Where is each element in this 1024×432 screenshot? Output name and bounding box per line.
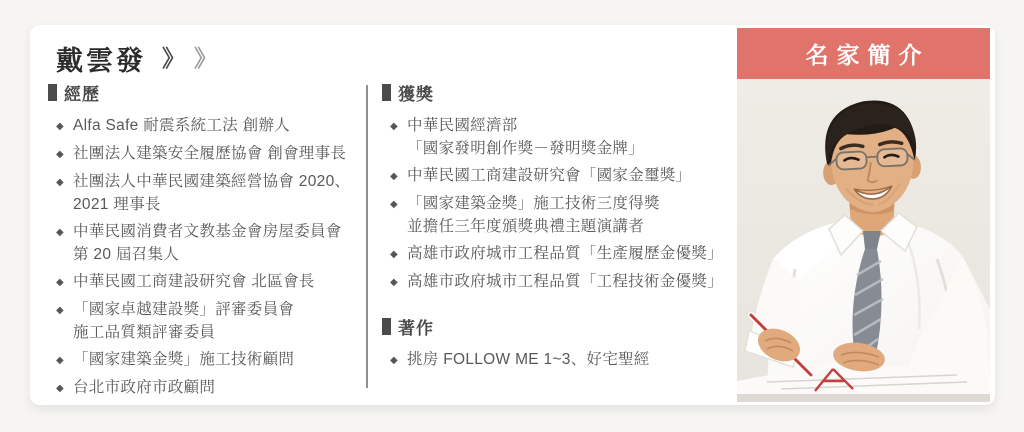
- section-header: [382, 314, 734, 339]
- portrait-photo: [737, 79, 990, 402]
- list-item-text: 中華民國工商建設研究會「國家金璽獎」: [407, 167, 692, 184]
- diamond-bullet-icon: ◆: [390, 171, 398, 182]
- diamond-bullet-icon: ◆: [390, 277, 398, 288]
- section-title: 著作: [398, 319, 434, 338]
- diamond-bullet-icon: ◆: [390, 121, 398, 132]
- experience-list: [48, 114, 380, 400]
- section-marker-icon: [382, 318, 391, 335]
- list-item-text: 「國家卓越建設獎」評審委員會 施工品質類評審委員: [73, 301, 295, 341]
- experience-section: [48, 80, 380, 400]
- list-item: [56, 170, 380, 216]
- list-item-text: 台北市政府市政顧問: [73, 379, 216, 396]
- list-item: [56, 376, 380, 400]
- diamond-bullet-icon: ◆: [56, 121, 64, 132]
- list-item: [390, 164, 734, 188]
- section-marker-icon: [382, 84, 391, 101]
- list-item: [390, 114, 734, 160]
- diamond-bullet-icon: ◆: [56, 177, 64, 188]
- list-item-text: 社團法人中華民國建築經營協會 2020、 2021 理事長: [73, 173, 351, 213]
- list-item: [390, 270, 734, 294]
- list-item: [56, 348, 380, 372]
- list-item-text: 挑房 FOLLOW ME 1~3、好宅聖經: [407, 351, 650, 368]
- person-name: 戴雲發: [56, 46, 146, 76]
- awards-section: [382, 80, 734, 294]
- diamond-bullet-icon: ◆: [56, 305, 64, 316]
- card-header: [56, 39, 217, 78]
- list-item-text: 高雄市政府城市工程品質「生產履歷金優獎」: [407, 245, 724, 262]
- list-item-text: 中華民國經濟部 「國家發明創作獎－發明獎金牌」: [407, 117, 645, 157]
- section-marker-icon: [48, 84, 57, 101]
- list-item-text: 中華民國工商建設研究會 北區會長: [73, 273, 315, 290]
- list-item-text: 「國家建築金獎」施工技術三度得獎 並擔任三年度頒獎典禮主題演講者: [407, 195, 660, 235]
- list-item-text: Alfa Safe 耐震系統工法 創辦人: [73, 117, 291, 134]
- list-item-text: 社團法人建築安全履歷協會 創會理事長: [73, 145, 347, 162]
- list-item: [56, 114, 380, 138]
- title-chevrons: [162, 47, 217, 70]
- list-item: [390, 192, 734, 238]
- diamond-bullet-icon: ◆: [390, 199, 398, 210]
- section-header: [48, 80, 380, 105]
- diamond-bullet-icon: ◆: [56, 149, 64, 160]
- publications-section: [382, 314, 734, 372]
- list-item: [56, 142, 380, 166]
- publications-list: [382, 348, 734, 372]
- profile-photo-panel: [737, 28, 990, 402]
- list-item: [56, 270, 380, 294]
- experience-column: [48, 80, 380, 404]
- banner-title: 名家簡介: [737, 28, 990, 79]
- awards-list: [382, 114, 734, 294]
- section-header: [382, 80, 734, 105]
- diamond-bullet-icon: ◆: [56, 227, 64, 238]
- diamond-bullet-icon: ◆: [390, 249, 398, 260]
- section-title: 獲獎: [398, 85, 434, 104]
- list-item-text: 高雄市政府城市工程品質「工程技術金優獎」: [407, 273, 724, 290]
- diamond-bullet-icon: ◆: [56, 383, 64, 394]
- chevron-right-icon: 》: [194, 45, 217, 71]
- chevron-right-icon: 》: [162, 45, 185, 71]
- awards-column: [382, 80, 734, 376]
- diamond-bullet-icon: ◆: [56, 355, 64, 366]
- section-title: 經歷: [64, 85, 100, 104]
- profile-card: [30, 25, 995, 405]
- list-item-text: 中華民國消費者文教基金會房屋委員會 第 20 屆召集人: [73, 223, 342, 263]
- diamond-bullet-icon: ◆: [390, 355, 398, 366]
- diamond-bullet-icon: ◆: [56, 277, 64, 288]
- list-item: [56, 298, 380, 344]
- list-item-text: 「國家建築金獎」施工技術顧問: [73, 351, 295, 368]
- list-item: [390, 242, 734, 266]
- list-item: [56, 220, 380, 266]
- list-item: [390, 348, 734, 372]
